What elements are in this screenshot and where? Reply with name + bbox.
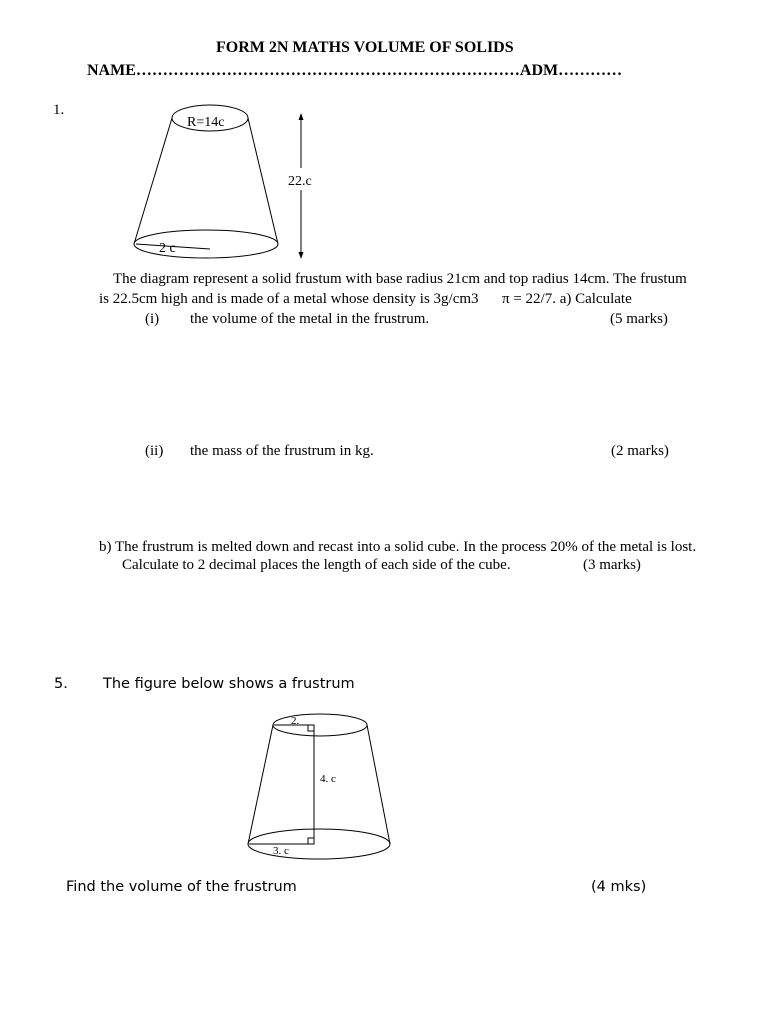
q5-marks: (4 mks) (591, 879, 647, 895)
frustum1-base-radius-label: 2 c (159, 241, 176, 256)
frustum5-height-label: 4. c (320, 773, 336, 785)
q1-intro-line-2b: π = 22/7. a) Calculate (502, 291, 632, 307)
q1-intro-line-1: The diagram represent a solid frustum with base radius 21cm and top radius 14cm. The frustum (113, 271, 687, 287)
frustum5-right-angle-top (308, 725, 314, 731)
q1-part-b-marks: (3 marks) (583, 557, 641, 573)
q1-part-ii-number: (ii) (145, 443, 164, 459)
q1-part-b-line-1: b) The frustrum is melted down and recast into a solid cube. In the process 20% of the metal is lost. (99, 539, 697, 555)
q1-part-i-text: the volume of the metal in the frustrum. (190, 311, 430, 327)
q1-intro-line-2: is 22.5cm high and is made of a metal whose density is 3g/cm3 (99, 291, 479, 307)
q1-part-b-line-2: Calculate to 2 decimal places the length of each side of the cube. (122, 557, 511, 573)
q5-task-text: Find the volume of the frustrum (66, 879, 297, 895)
name-adm-line: NAME………………………………………………………………ADM………… (87, 62, 623, 79)
q1-part-i-number: (i) (145, 311, 160, 327)
frustum1-arrow-head-bottom (299, 252, 304, 259)
question-5-number: 5. (54, 676, 68, 692)
frustum5-left-side (248, 725, 273, 844)
page-title: FORM 2N MATHS VOLUME OF SOLIDS (216, 39, 514, 56)
frustum5-right-angle-bottom (308, 838, 314, 844)
frustum5-top-label: 2. (291, 715, 300, 727)
question-1-number: 1. (53, 102, 65, 118)
q1-part-ii-text: the mass of the frustrum in kg. (190, 443, 374, 459)
q1-part-ii-marks: (2 marks) (611, 443, 669, 459)
frustum5-right-side (367, 725, 390, 844)
frustum1-top-radius-label: R=14c (187, 115, 225, 130)
frustum5-base-label: 3. c (273, 845, 289, 857)
frustum1-base-ellipse (134, 230, 278, 258)
q1-part-i-marks: (5 marks) (610, 311, 668, 327)
question-5-text: The figure below shows a frustrum (103, 676, 355, 692)
frustum1-height-label: 22.c (288, 174, 312, 189)
